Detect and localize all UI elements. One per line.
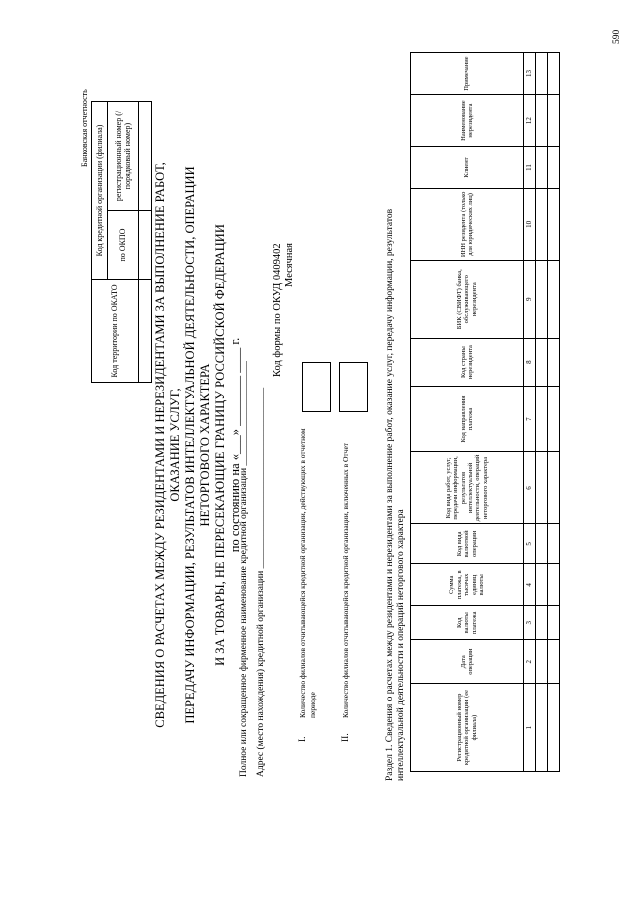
table-cell[interactable] bbox=[548, 53, 560, 95]
periodicity: Месячная bbox=[284, 243, 295, 287]
org-full-name-label: Полное или сокращенное фирменное наименование кредитной организации ______________________ bbox=[239, 361, 249, 777]
question-2-number: II. bbox=[341, 733, 351, 742]
col-header-amount: Сумма платежа, в тысячах единиц валюты bbox=[411, 564, 524, 606]
col-number: 12 bbox=[524, 95, 536, 147]
col-header-client: Клиент bbox=[411, 147, 524, 189]
col-number: 2 bbox=[524, 640, 536, 684]
col-header-work-type-code: Код вида работ, услуг, передачи информации, результатов интеллектуальной деятельности, операций неторгового характера bbox=[411, 452, 524, 524]
table-row[interactable] bbox=[548, 53, 560, 772]
col-header-inn: ИНН резидента (только для юридических лиц) bbox=[411, 188, 524, 260]
col-header-regnum: Регистрационный номер кредитной организации (ее филиала) bbox=[411, 684, 524, 772]
branches-included-input-box[interactable] bbox=[339, 362, 368, 412]
okud-code: Код формы по ОКУД 0409402 bbox=[272, 243, 283, 377]
table-cell[interactable] bbox=[548, 338, 560, 386]
table-cell[interactable] bbox=[536, 684, 548, 772]
okpo-value-cell[interactable] bbox=[139, 211, 152, 280]
col-header-country: Код страны нерезидента bbox=[411, 338, 524, 386]
table-cell[interactable] bbox=[536, 606, 548, 640]
table-cell[interactable] bbox=[548, 260, 560, 338]
section-1-table bbox=[410, 52, 560, 772]
org-address-label: Адрес (место нахождения) кредитной организации ______________________________________ bbox=[256, 387, 266, 777]
section-1-title: Раздел 1. Сведения о расчетах между резидентами и нерезидентами за выполнение работ, оказание услуг, передачу информации, результатов интеллектуальной деятельности и операций неторгового характера bbox=[385, 208, 406, 781]
title-line-3: И ЗА ТОВАРЫ, НЕ ПЕРЕСЕКАЮЩИЕ ГРАНИЦУ РОССИЙСКОЙ ФЕДЕРАЦИИ bbox=[213, 224, 227, 666]
col-header-date: Дата операции bbox=[411, 640, 524, 684]
col-number: 6 bbox=[524, 452, 536, 524]
table-cell[interactable] bbox=[548, 95, 560, 147]
branches-active-input-box[interactable] bbox=[302, 362, 331, 412]
col-number: 4 bbox=[524, 564, 536, 606]
bank-reporting-label: Банковская отчетность bbox=[80, 89, 89, 167]
col-header-operation-code: Код вида валютной операции bbox=[411, 524, 524, 564]
col-number: 7 bbox=[524, 386, 536, 452]
okato-value-cell[interactable] bbox=[139, 280, 152, 383]
okpo-header: по ОКПО bbox=[108, 211, 139, 280]
okato-header: Код территории по ОКАТО bbox=[92, 280, 139, 383]
col-number: 13 bbox=[524, 53, 536, 95]
question-1-number: I. bbox=[298, 736, 308, 742]
org-code-header: Код кредитной организации (филиала) bbox=[92, 102, 108, 280]
table-cell[interactable] bbox=[548, 188, 560, 260]
table-row[interactable] bbox=[536, 53, 548, 772]
col-number: 10 bbox=[524, 188, 536, 260]
question-2-text: Количество филиалов отчитывающейся кредитной организации, включенных в Отчет bbox=[341, 442, 350, 718]
col-header-bik-swift: БИК (СВИФТ) банка, обслуживающего нерезидента bbox=[411, 260, 524, 338]
col-header-nonresident-name: Наименование нерезидента bbox=[411, 95, 524, 147]
table-cell[interactable] bbox=[536, 338, 548, 386]
table-header-row bbox=[411, 53, 524, 772]
table-cell[interactable] bbox=[548, 606, 560, 640]
codes-table bbox=[91, 101, 152, 383]
col-number: 11 bbox=[524, 147, 536, 189]
table-cell[interactable] bbox=[536, 564, 548, 606]
table-cell[interactable] bbox=[548, 452, 560, 524]
table-cell[interactable] bbox=[548, 564, 560, 606]
table-cell[interactable] bbox=[536, 188, 548, 260]
question-1-text: Количество филиалов отчитывающейся кредитной организации, действующих в отчетном периоде bbox=[298, 428, 317, 718]
col-number: 3 bbox=[524, 606, 536, 640]
report-title bbox=[153, 130, 243, 760]
table-cell[interactable] bbox=[548, 640, 560, 684]
col-header-currency: Код валюты платежа bbox=[411, 606, 524, 640]
col-number: 9 bbox=[524, 260, 536, 338]
col-number: 1 bbox=[524, 684, 536, 772]
table-cell[interactable] bbox=[548, 684, 560, 772]
table-cell[interactable] bbox=[548, 147, 560, 189]
col-header-direction: Код направления платежа bbox=[411, 386, 524, 452]
table-cell[interactable] bbox=[548, 524, 560, 564]
table-cell[interactable] bbox=[536, 386, 548, 452]
table-cell[interactable] bbox=[536, 524, 548, 564]
table-cell[interactable] bbox=[536, 147, 548, 189]
title-line-2: ПЕРЕДАЧУ ИНФОРМАЦИИ, РЕЗУЛЬТАТОВ ИНТЕЛЛЕКТУАЛЬНОЙ ДЕЯТЕЛЬНОСТИ, ОПЕРАЦИИ НЕТОРГОВОГО ХАРАКТЕРА bbox=[183, 166, 212, 724]
col-header-note: Примечание bbox=[411, 53, 524, 95]
report-date-line: по состоянию на «___» ________ ____ г. bbox=[228, 337, 242, 553]
table-cell[interactable] bbox=[536, 95, 548, 147]
table-cell[interactable] bbox=[536, 452, 548, 524]
table-cell[interactable] bbox=[536, 640, 548, 684]
title-line-1: СВЕДЕНИЯ О РАСЧЕТАХ МЕЖДУ РЕЗИДЕНТАМИ И НЕРЕЗИДЕНТАМИ ЗА ВЫПОЛНЕНИЕ РАБОТ, ОКАЗАНИЕ УСЛУГ, bbox=[153, 162, 182, 728]
table-cell[interactable] bbox=[536, 260, 548, 338]
table-cell[interactable] bbox=[536, 53, 548, 95]
col-number: 8 bbox=[524, 338, 536, 386]
form-code-block bbox=[272, 243, 296, 377]
regnum-header: регистрационный номер (/порядковый номер) bbox=[108, 102, 139, 211]
page-number: 590 bbox=[612, 29, 622, 44]
column-numbers-row bbox=[524, 53, 536, 772]
table-cell[interactable] bbox=[548, 386, 560, 452]
regnum-value-cell[interactable] bbox=[139, 102, 152, 211]
col-number: 5 bbox=[524, 524, 536, 564]
